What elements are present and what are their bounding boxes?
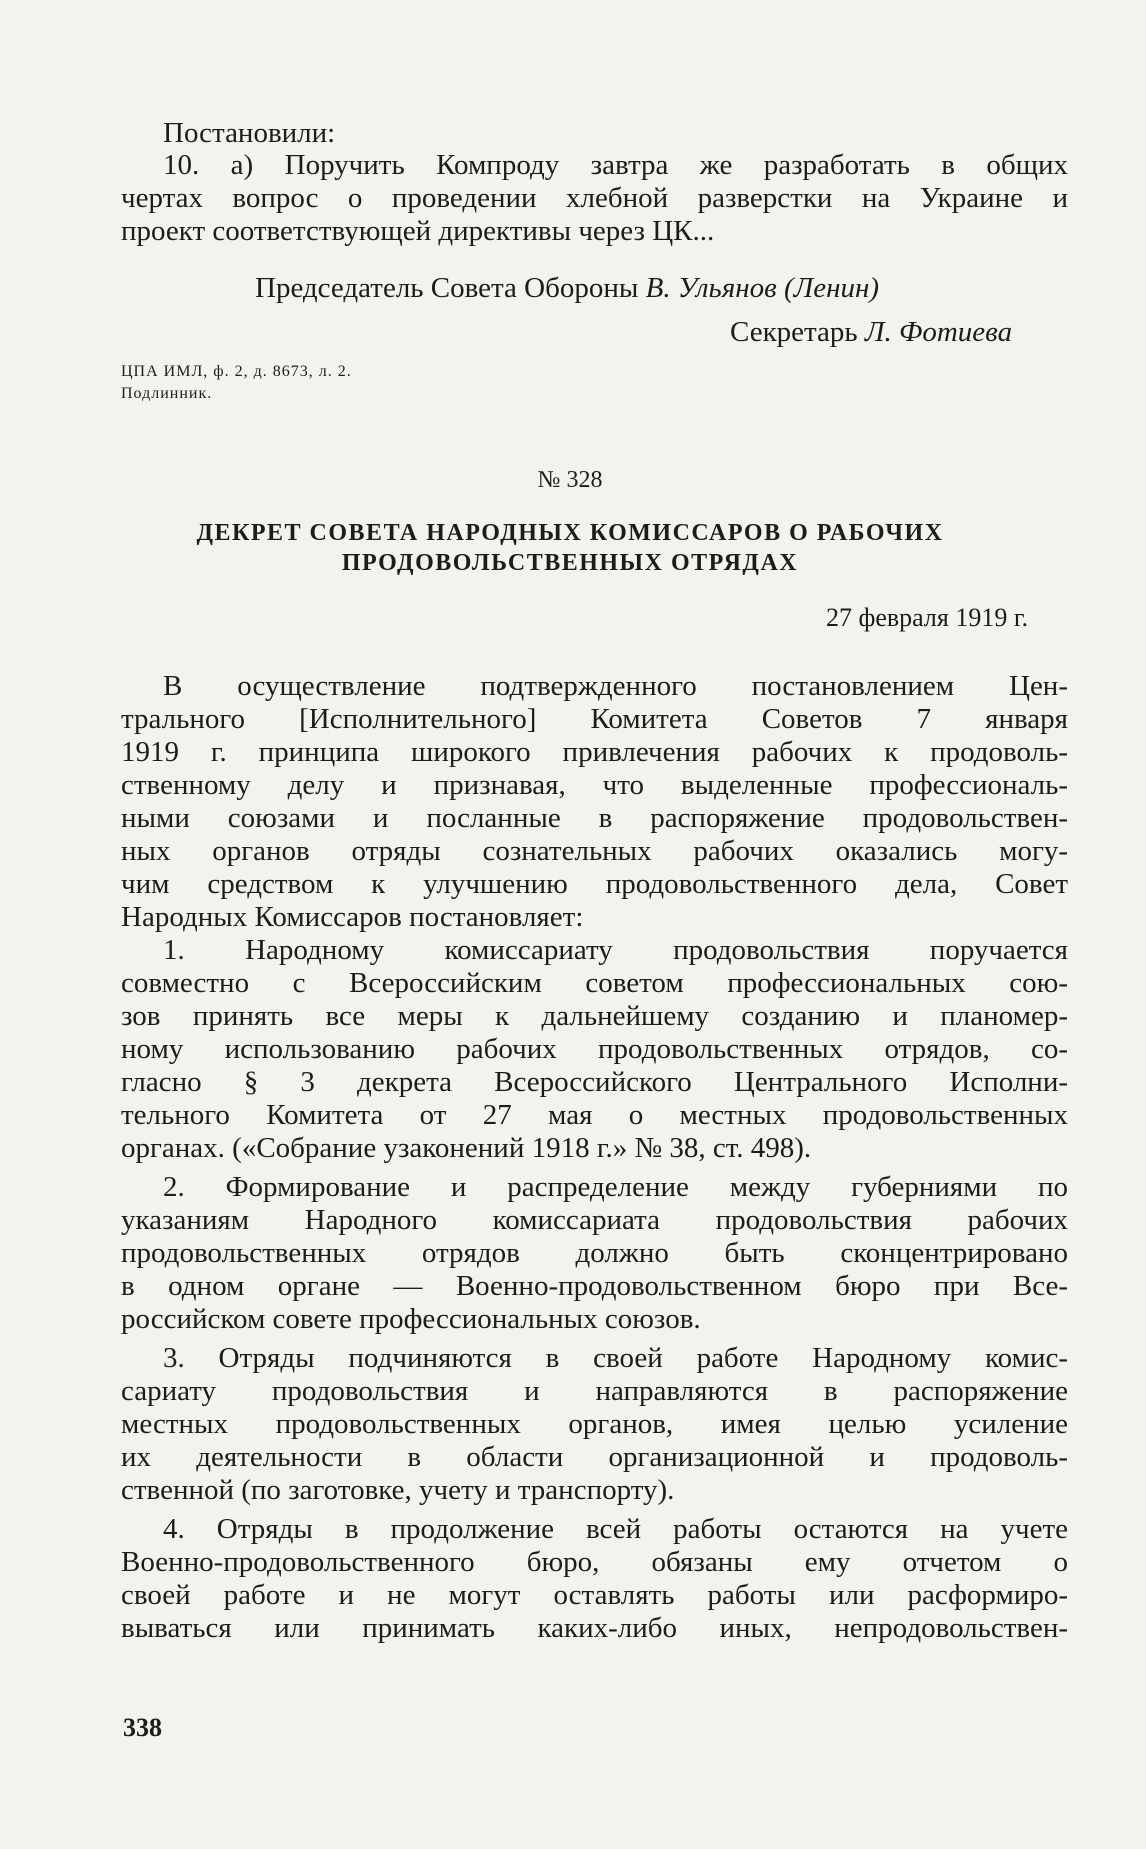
body-line: в одном органе — Военно-продовольственном бюро при Все- [121, 1270, 1068, 1302]
document-title-line: ДЕКРЕТ СОВЕТА НАРОДНЫХ КОМИССАРОВ О РАБОЧИХ [196, 520, 944, 546]
document-date: 27 февраля 1919 г. [826, 603, 1029, 632]
body-line: ных органов отряды сознательных рабочих оказались могу- [121, 835, 1068, 867]
protocol-line: 10. а) Поручить Компроду завтра же разработать в общих [163, 149, 1068, 181]
body-line: зов принять все меры к дальнейшему созданию и планомер- [121, 1000, 1068, 1032]
body-line: сариату продовольствия и направляются в распоряжение [121, 1375, 1068, 1407]
body-line: тельного Комитета от 27 мая о местных продовольственных [121, 1099, 1068, 1131]
body-line: ственному делу и признавая, что выделенные профессиональ- [121, 769, 1068, 801]
body-line: трального [Исполнительного] Комитета Советов 7 января [121, 703, 1068, 735]
body-line: чим средством к улучшению продовольственного дела, Совет [121, 868, 1068, 900]
body-line: своей работе и не могут оставлять работы или расформиро- [121, 1579, 1068, 1611]
document-number: № 328 [537, 467, 603, 493]
signature-chairman [255, 271, 879, 305]
protocol-line: проект соответствующей директивы через ЦК... [121, 215, 715, 247]
body-line: российском совете профессиональных союзов. [121, 1303, 701, 1335]
body-line: 3. Отряды подчиняются в своей работе Народному комис- [163, 1342, 1068, 1374]
signature-chairman-title: Председатель Совета Обороны [255, 272, 639, 304]
body-line: совместно с Всероссийским советом профессиональных сою- [121, 967, 1068, 999]
body-line: ному использованию рабочих продовольственных отрядов, со- [121, 1033, 1068, 1065]
signature-secretary-title: Секретарь [730, 316, 858, 348]
body-line: Военно-продовольственного бюро, обязаны ему отчетом о [121, 1546, 1068, 1578]
signature-chairman-name: В. Ульянов (Ленин) [645, 272, 880, 304]
archive-reference: ЦПА ИМЛ, ф. 2, д. 8673, л. 2. [121, 363, 352, 380]
body-line: ными союзами и посланные в распоряжение продовольствен- [121, 802, 1068, 834]
signature-secretary [730, 315, 1012, 349]
body-line: ственной (по заготовке, учету и транспорту). [121, 1474, 675, 1506]
signature-secretary-name: Л. Фотиева [864, 316, 1013, 348]
body-line: органах. («Собрание узаконений 1918 г.» № 38, ст. 498). [121, 1132, 812, 1164]
body-line: 4. Отряды в продолжение всей работы остаются на учете [163, 1513, 1068, 1545]
body-line: указаниям Народного комиссариата продовольствия рабочих [121, 1204, 1068, 1236]
body-line: 1. Народному комиссариату продовольствия поручается [163, 934, 1068, 966]
protocol-line: чертах вопрос о проведении хлебной разверстки на Украине и [121, 182, 1068, 214]
body-line: вываться или принимать каких-либо иных, непродовольствен- [121, 1612, 1068, 1644]
page-number: 338 [123, 1713, 162, 1742]
body-line: В осуществление подтвержденного постановлением Цен- [163, 670, 1068, 702]
body-line: 1919 г. принципа широкого привлечения рабочих к продоволь- [121, 736, 1068, 768]
body-line: 2. Формирование и распределение между губерниями по [163, 1171, 1068, 1203]
body-line: их деятельности в области организационной и продоволь- [121, 1441, 1068, 1473]
body-line: Народных Комиссаров постановляет: [121, 901, 584, 933]
original-note: Подлинник. [121, 385, 213, 402]
body-line: местных продовольственных органов, имея целью усиление [121, 1408, 1068, 1440]
body-line: продовольственных отрядов должно быть сконцентрировано [121, 1237, 1068, 1269]
body-line: гласно § 3 декрета Всероссийского Центрального Исполни- [121, 1066, 1068, 1098]
protocol-heading: Постановили: [163, 117, 336, 149]
document-title-line: ПРОДОВОЛЬСТВЕННЫХ ОТРЯДАХ [341, 550, 799, 576]
